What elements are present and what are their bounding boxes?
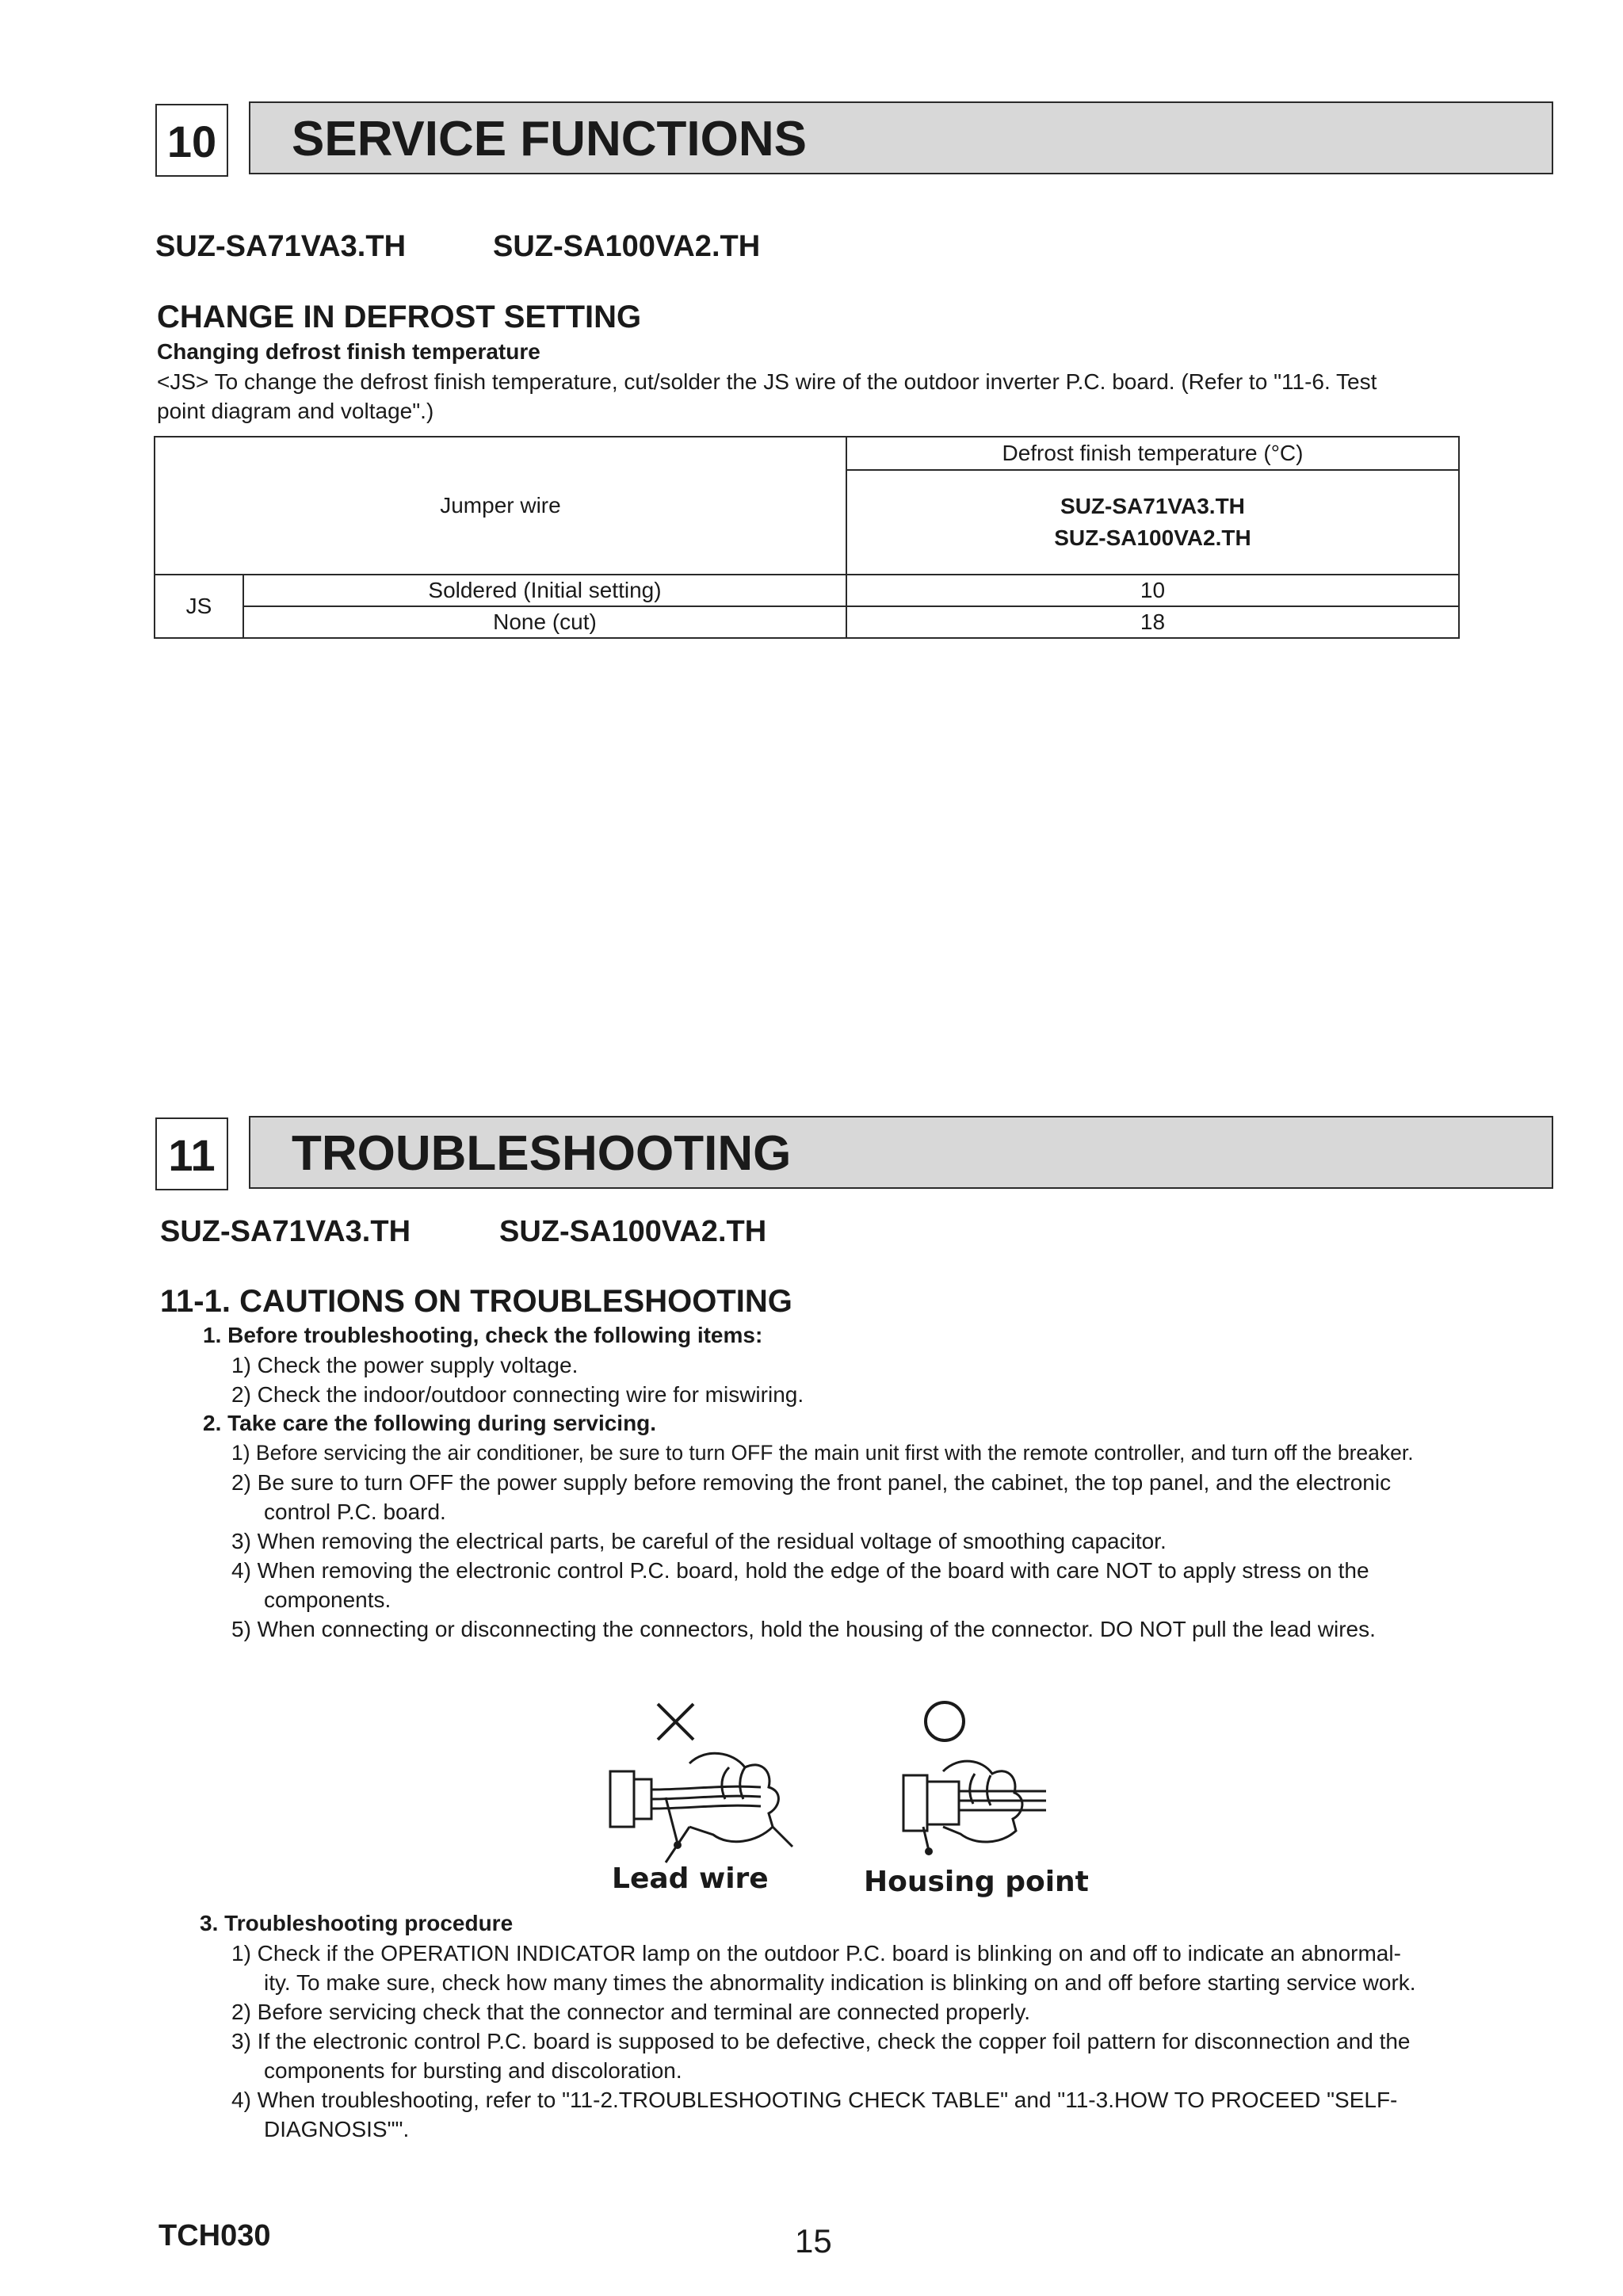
section-10-model-1: SUZ-SA71VA3.TH xyxy=(155,230,407,263)
section-10-number: 10 xyxy=(155,104,228,177)
section-11-model-2: SUZ-SA100VA2.TH xyxy=(499,1215,767,1248)
item3-line: 1) Check if the OPERATION INDICATOR lamp on the outdoor P.C. board is blinking on and off to indicate an abnormal- xyxy=(231,1941,1401,1966)
setting-soldered: Soldered (Initial setting) xyxy=(243,575,846,606)
item2-line: components. xyxy=(264,1587,391,1612)
table-models-cell xyxy=(846,470,1459,575)
item3-heading: 3. Troubleshooting procedure xyxy=(200,1911,514,1935)
item1-heading: 1. Before troubleshooting, check the following items: xyxy=(203,1323,763,1347)
hold-housing-icon xyxy=(903,1761,1046,1851)
defrost-setting-heading: CHANGE IN DEFROST SETTING xyxy=(157,300,642,334)
item3-line: components for bursting and discoloration. xyxy=(264,2058,682,2083)
table-model-1: SUZ-SA71VA3.TH xyxy=(1060,494,1245,518)
housing-point-label: Housing point xyxy=(864,1866,1089,1898)
jumper-wire-header: Jumper wire xyxy=(155,437,846,575)
section-11-title: TROUBLESHOOTING xyxy=(249,1116,1553,1189)
value-soldered: 10 xyxy=(846,575,1459,606)
item2-line: 4) When removing the electronic control P.C. board, hold the edge of the board with care NOT to apply stress on the xyxy=(231,1558,1369,1583)
item1-line: 1) Check the power supply voltage. xyxy=(231,1353,579,1377)
pull-lead-wire-icon xyxy=(610,1753,792,1862)
section-10-model-2: SUZ-SA100VA2.TH xyxy=(493,230,761,263)
value-cut: 18 xyxy=(846,606,1459,638)
defrost-table xyxy=(154,436,1460,639)
defrost-paragraph-line-2: point diagram and voltage".) xyxy=(157,399,434,423)
item1-line: 2) Check the indoor/outdoor connecting wire for miswiring. xyxy=(231,1382,804,1407)
item2-line: 1) Before servicing the air conditioner, be sure to turn OFF the main unit first with the remote controller, and turn off the breaker. xyxy=(231,1441,1414,1465)
item2-line: 2) Be sure to turn OFF the power supply before removing the front panel, the cabinet, the top panel, and the electronic xyxy=(231,1470,1392,1495)
item2-line: control P.C. board. xyxy=(264,1499,446,1524)
item3-line: DIAGNOSIS"". xyxy=(264,2117,410,2141)
housing-pointer-icon xyxy=(925,1847,933,1855)
js-cell: JS xyxy=(155,575,243,638)
defrost-subheading: Changing defrost finish temperature xyxy=(157,339,540,364)
item2-heading: 2. Take care the following during servicing. xyxy=(203,1411,657,1435)
document-code: TCH030 xyxy=(158,2219,271,2252)
lead-wire-label: Lead wire xyxy=(612,1862,769,1895)
item3-line: 3) If the electronic control P.C. board is supposed to be defective, check the copper foil pattern for disconnection and the xyxy=(231,2029,1411,2053)
page-number: 15 xyxy=(795,2222,832,2260)
section-10-title: SERVICE FUNCTIONS xyxy=(249,101,1553,174)
temp-header: Defrost finish temperature (°C) xyxy=(846,437,1459,470)
setting-cut: None (cut) xyxy=(243,606,846,638)
defrost-paragraph-line-1: <JS> To change the defrost finish temperature, cut/solder the JS wire of the outdoor inverter P.C. board. (Refer to "11-6. Test xyxy=(157,369,1377,394)
section-11-number: 11 xyxy=(155,1117,228,1190)
section-11-model-1: SUZ-SA71VA3.TH xyxy=(160,1215,411,1248)
correct-mark-icon xyxy=(926,1702,964,1740)
table-model-2: SUZ-SA100VA2.TH xyxy=(1054,525,1251,550)
item2-line: 5) When connecting or disconnecting the connectors, hold the housing of the connector. DO NOT pull the lead wires. xyxy=(231,1617,1376,1641)
wrong-mark-icon xyxy=(658,1704,693,1740)
item3-line: 4) When troubleshooting, refer to "11-2.TROUBLESHOOTING CHECK TABLE" and "11-3.HOW TO PROCEED "SELF- xyxy=(231,2088,1398,2112)
lead-wire-pointer-icon xyxy=(674,1841,682,1849)
item2-line: 3) When removing the electrical parts, be careful of the residual voltage of smoothing capacitor. xyxy=(231,1529,1167,1553)
item3-line: ity. To make sure, check how many times the abnormality indication is blinking on and off before starting service work. xyxy=(264,1970,1416,1995)
cautions-heading: 11-1. CAUTIONS ON TROUBLESHOOTING xyxy=(160,1284,792,1319)
item3-line: 2) Before servicing check that the connector and terminal are connected properly. xyxy=(231,2000,1031,2024)
